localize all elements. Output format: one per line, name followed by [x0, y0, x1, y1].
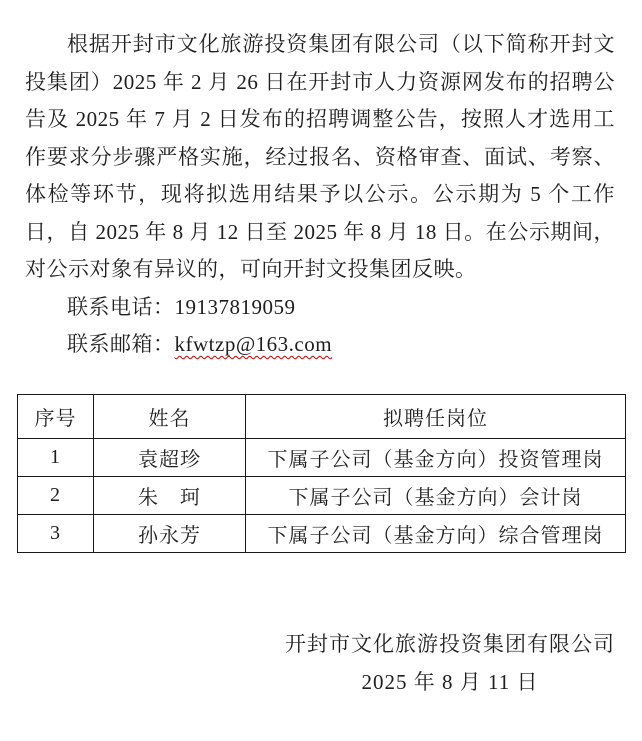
- table-row: [18, 514, 626, 552]
- candidates-table: [17, 394, 626, 553]
- table-header-serial-number: 序号: [18, 394, 94, 438]
- contact-email-address: kfwtzp@163.com: [174, 332, 333, 356]
- cell-serial-number: 2: [18, 476, 94, 514]
- table-header-position: 拟聘任岗位: [246, 394, 626, 438]
- cell-position: 下属子公司（基金方向）会计岗: [246, 476, 626, 514]
- signature-block: [285, 625, 615, 701]
- signature-company: 开封市文化旅游投资集团有限公司: [285, 631, 615, 656]
- cell-position: 下属子公司（基金方向）投资管理岗: [246, 438, 626, 476]
- cell-name: 朱 珂: [94, 476, 246, 514]
- contact-email-label: 联系邮箱：: [67, 332, 175, 356]
- cell-name: 袁超珍: [94, 438, 246, 476]
- contact-phone-label: 联系电话：: [67, 294, 175, 319]
- cell-serial-number: 3: [18, 514, 94, 552]
- cell-serial-number: 1: [18, 438, 94, 476]
- announcement-body-paragraph: 根据开封市文化旅游投资集团有限公司（以下简称开封文投集团）2025 年 2 月 26 日在开封市人力资源网发布的招聘公告及 2025 年 7 月 2 日发布的招聘调整公告，按照人才选用工作要求分步骤严格实施，经过报名、资格审查、面试、考察、体检等环节，现将拟选用结果予以公示。公示期为 5 个工作日，自 2025 年 8 月 12 日至 2025 年 8 月 18 日。在公示期间，对公示对象有异议的，可向开封文投集团反映。: [25, 32, 615, 281]
- table-header-name: 姓名: [94, 394, 246, 438]
- contact-phone-line: [25, 289, 615, 327]
- table-row: [18, 438, 626, 476]
- cell-position: 下属子公司（基金方向）综合管理岗: [246, 514, 626, 552]
- contact-email-line: [25, 326, 615, 364]
- table-header-row: [18, 394, 626, 438]
- signature-date: 2025 年 8 月 11 日: [361, 669, 539, 694]
- table-row: [18, 476, 626, 514]
- announcement-text-block: [0, 0, 642, 364]
- contact-phone-number: 19137819059: [174, 294, 296, 319]
- cell-name: 孙永芳: [94, 514, 246, 552]
